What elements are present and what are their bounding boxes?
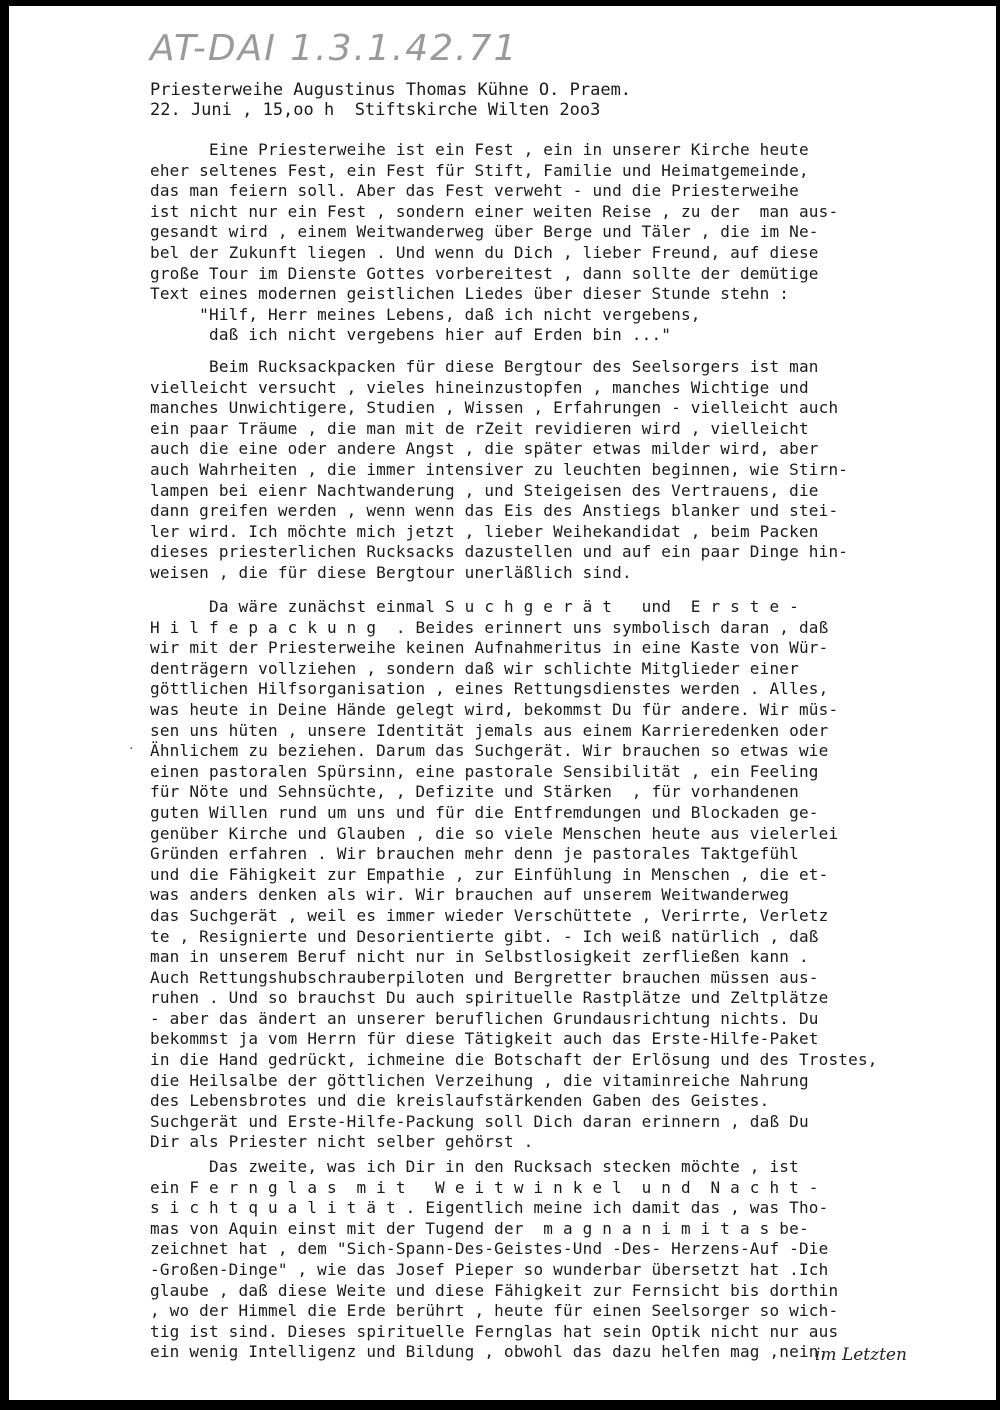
scan-border-bottom — [0, 1400, 1000, 1410]
paragraph-4: Das zweite, was ich Dir in den Rucksach stecken möchte , ist ein F e r n g l a s m i t W e i t w i n k e l u n d N a c h t - s i c h t q u a l i t ä t . Eigentlich meine ich damit das , was Tho- mas von Aquin einst mit der Tugend der m a g n a n i m i t a s be- zeichnet hat , dem "Sich-Spann-Des-Geistes-Und -Des- Herzens-Auf -Die -Großen-Dinge" , wie das Josef Pieper so wunderbar übersetzt hat .Ich glaube , daß diese Weite und diese Fähigkeit zur Fernsicht bis dorthin , wo der Himmel die Erde berührt , heute für einen Seelsorger so wich- tig ist sind. Dieses spirituelle Fernglas hat sein Optik nicht nur aus ein wenig Intelligenz und Bildung , obwohl das dazu helfen mag ,nein, — [150, 1157, 839, 1362]
paragraph-1: Eine Priesterweihe ist ein Fest , ein in unserer Kirche heute eher seltenes Fest, ein Fest für Stift, Familie und Heimatgemeinde, das man feiern soll. Aber das Fest verweht - und die Priesterweihe ist nicht nur ein Fest , sondern einer weiten Reise , zu der man aus- gesandt wird , einem Weitwanderweg über Berge und Täler , die im Ne- bel der Zukunft liegen . Und wenn du Dich , lieber Freund, auf diese große Tour im Dienste Gottes vorbereitest , dann sollte der demütige Text eines modernen geistlichen Liedes über dieser Stunde stehn : "Hilf, Herr meines Lebens, daß ich nicht vergebens, daß ich nicht vergebens hier auf Erden bin ..." — [150, 140, 839, 345]
scan-border-top — [0, 0, 1000, 6]
handwritten-note: im Letzten — [815, 1345, 907, 1365]
paragraph-2: Beim Rucksackpacken für diese Bergtour des Seelsorgers ist man vielleicht versucht , vieles hineinzustopfen , manches Wichtige und manches Unwichtigere, Studien , Wissen , Erfahrungen - vielleicht auch ein paar Träume , die man mit de rZeit revidieren wird , vielleicht auch die eine oder andere Angst , die später etwas milder wird, aber auch Wahrheiten , die immer intensiver zu leuchten beginnen, wie Stirn- lampen bei eienr Nachtwanderung , und Steigeisen des Vertrauens, die dann greifen werden , wenn wenn das Eis des Anstiegs blanker und stei- ler wird. Ich möchte mich jetzt , lieber Weihekandidat , beim Packen dieses priesterlichen Rucksacks dazustellen und auf ein paar Dinge hin- weisen , die für diese Bergtour unerläßlich sind. — [150, 357, 849, 582]
archive-reference-stamp: AT-DAI 1.3.1.42.71 — [150, 28, 519, 69]
heading-line-2: 22. Juni , 15,oo h Stiftskirche Wilten 2oo3 — [150, 100, 601, 120]
scan-border-right — [996, 0, 1000, 1410]
scan-border-left — [0, 0, 9, 1410]
heading-line-1: Priesterweihe Augustinus Thomas Kühne O. Praem. — [150, 80, 632, 100]
margin-dot-mark: · — [128, 742, 135, 755]
paragraph-3: Da wäre zunächst einmal S u c h g e r ä t und E r s t e - H i l f e p a c k u n g . Beides erinnert uns symbolisch daran , daß wir mit der Priesterweihe keinen Aufnahmeritus in eine Kaste von Wür- denträgern vollziehen , sondern daß wir schlichte Mitglieder einer göttlichen Hilfsorganisation , eines Rettungsdienstes werden . Alles, was heute in Deine Hände gelegt wird, bekommst Du für andere. Wir müs- sen uns hüten , unsere Identität jemals aus einem Karrieredenken oder Ähnlichem zu beziehen. Darum das Suchgerät. Wir brauchen so etwas wie einen pastoralen Spürsinn, eine pastorale Sensibilität , ein Feeling für Nöte und Sehnsüchte, , Defizite und Stärken , für vorhandenen guten Willen rund um uns und für die Entfremdungen und Blockaden ge- genüber Kirche und Glauben , die so viele Menschen heute aus vielerlei Gründen erfahren . Wir brauchen mehr denn je pastorales Taktgefühl und die Fähigkeit zur Empathie , zur Einfühlung in Menschen , die et- was anders denken als wir. Wir brauchen auf unserem Weitwanderweg das Suchgerät , weil es immer wieder Verschüttete , Verirrte, Verletz te , Resignierte und Desorientierte gibt. - Ich weiß natürlich , daß man in unserem Beruf nicht nur in Selbstlosigkeit zerfließen kann . Auch Rettungshubschrauberpiloten und Bergretter brauchen müssen aus- ruhen . Und so brauchst Du auch spirituelle Rastplätze und Zeltplätze - aber das ändert an unserer beruflichen Grundausrichtung nichts. Du bekommst ja vom Herrn für diese Tätigkeit auch das Erste-Hilfe-Paket in die Hand gedrückt, ichmeine die Botschaft der Erlösung und des Trostes, die Heilsalbe der göttlichen Verzeihung , die vitaminreiche Nahrung des Lebensbrotes und die kreislaufstärkenden Gaben des Geistes. Suchgerät und Erste-Hilfe-Packung soll Dich daran erinnern , daß Du Dir als Priester nicht selber gehörst . — [150, 597, 878, 1152]
document-heading — [150, 80, 631, 120]
